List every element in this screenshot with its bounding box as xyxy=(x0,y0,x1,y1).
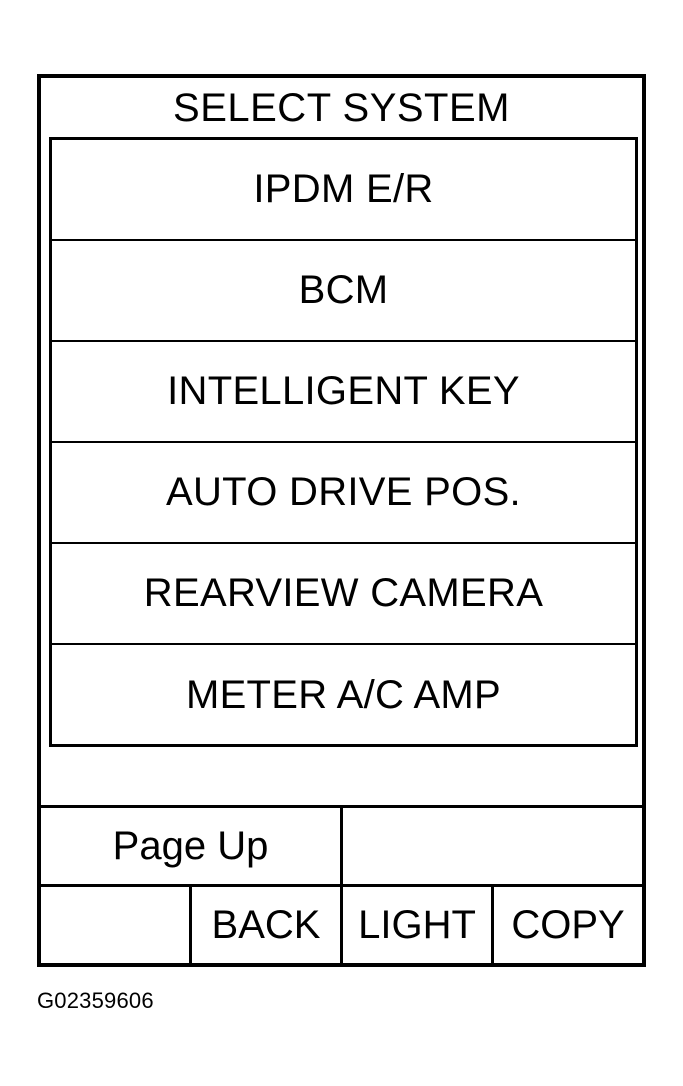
function-key-row xyxy=(41,887,642,963)
system-item-ipdm-er[interactable]: IPDM E/R xyxy=(52,140,635,241)
navigation-row xyxy=(41,808,642,887)
empty-nav-slot xyxy=(343,808,642,884)
light-button[interactable]: LIGHT xyxy=(343,887,494,963)
consult-screen xyxy=(37,74,646,967)
back-button[interactable]: BACK xyxy=(192,887,343,963)
screen-title: SELECT SYSTEM xyxy=(173,86,510,130)
figure-id: G02359606 xyxy=(37,988,154,1013)
system-item-auto-drive-pos[interactable]: AUTO DRIVE POS. xyxy=(52,443,635,544)
system-list xyxy=(49,137,638,747)
system-item-meter-ac-amp[interactable]: METER A/C AMP xyxy=(185,673,502,717)
page-up-button[interactable]: Page Up xyxy=(41,808,343,884)
bottom-bar xyxy=(41,805,642,963)
system-item-rearview-camera[interactable]: REARVIEW CAMERA xyxy=(52,544,635,645)
system-item-bcm[interactable]: BCM xyxy=(52,241,635,342)
system-item-intelligent-key[interactable]: INTELLIGENT KEY xyxy=(52,342,635,443)
copy-button[interactable]: COPY xyxy=(511,902,625,947)
empty-function-key xyxy=(41,887,192,963)
